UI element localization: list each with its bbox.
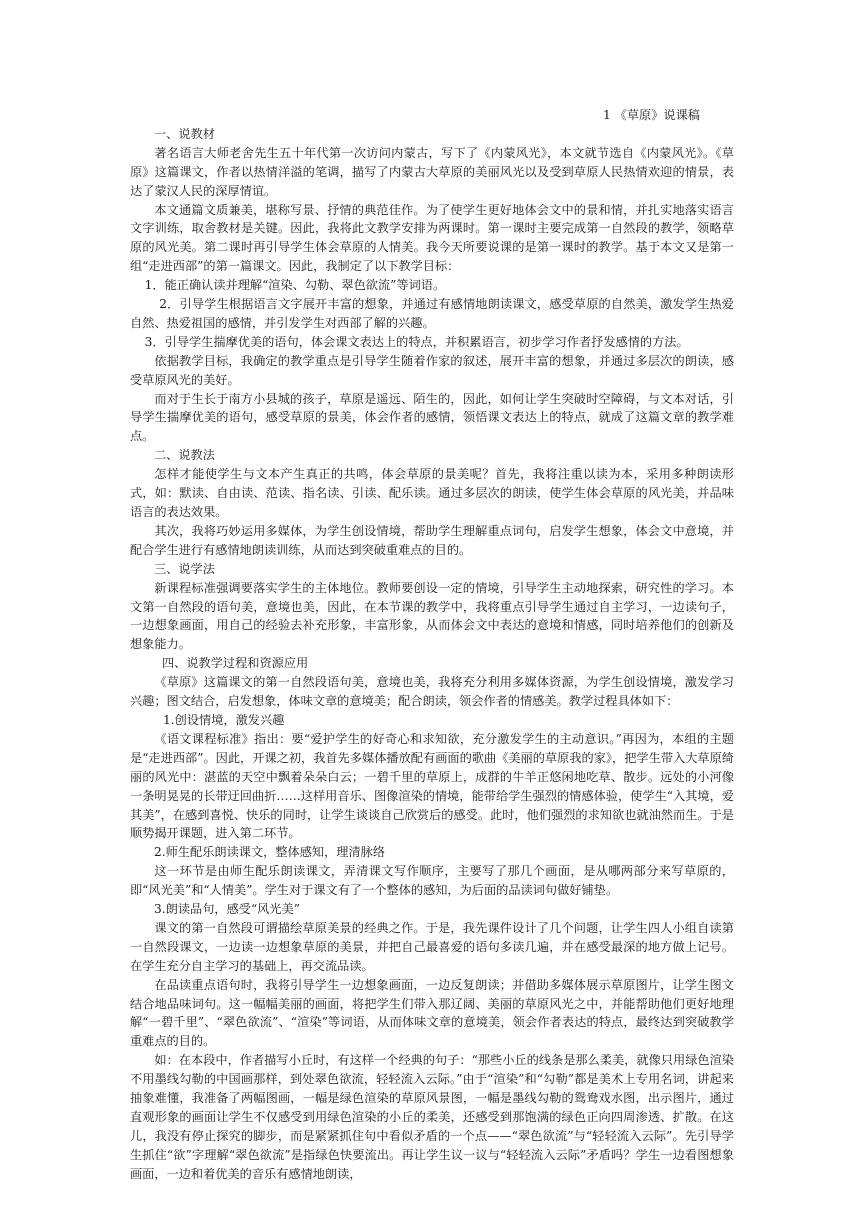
section-heading: 3.朗读品句，感受“风光美” <box>154 902 300 917</box>
paragraph: 《语文课程标准》指出：要“爱护学生的好奇心和求知欲，充分激发学生的主动意识。”再因为，本组的主题是“走进西部”。因此，开课之初，我首先多媒体播放配有画面的歌曲《美丽的草原我的家》，把学生带入大草原绮丽的风光中：湛蓝的天空中飘着朵朵白云；一碧千里的草原上，成群的牛羊正悠闲地吃草、散步。远处的小河像一条明晃晃的长带迂回曲折……这样用音乐、图像渲染的情境，能带给学生强烈的情感体验，使学生“入其境，爱其美”，在感到喜悦、快乐的同时，让学生谈谈自己欣赏后的感受。此时，他们强烈的求知欲也就油然而生。于是顺势揭开课题，进入第二环节。 <box>130 731 734 841</box>
paragraph: 其次，我将巧妙运用多媒体，为学生创设情境，帮助学生理解重点词句，启发学生想象，体会文中意境，并配合学生进行有感情地朗读训练，从而达到突破重难点的目的。 <box>130 523 734 557</box>
paragraph: 怎样才能使学生与文本产生真正的共鸣，体会草原的景美呢？首先，我将注重以读为本，采用多种朗读形式，如：默读、自由读、范读、指名读、引读、配乐读。通过多层次的朗读，使学生体会草原的风光美，并品味语言的表达效果。 <box>130 467 734 520</box>
paragraph: 在品读重点语句时，我将引导学生一边想象画面，一边反复朗读；并借助多媒体展示草原图片，让学生图文结合地品味词句。这一幅幅美丽的画面，将把学生们带入那辽阔、美丽的草原风光之中，并能帮助他们更好地理解“一碧千里”、“翠色欲流”、“渲染”等词语，从而体味文章的意境美，领会作者表达的特点，最终达到突破教学重难点的目的。 <box>130 977 734 1049</box>
step-heading: 1.创设情境，激发兴趣 <box>163 712 285 727</box>
paragraph: 本文通篇文质兼美，堪称写景、抒情的典范佳作。为了使学生更好地体会文中的景和情，并扎实地落实语言文字训练，取舍教材是关键。因此，我将此文教学安排为两课时。第一课时主要完成第一自然段的教学，领略草原的风光美。第二课时再引导学生体会草原的人情美。我今天所要说课的是第一课时的教学。基于本文又是第一组“走进西部”的第一篇课文。因此，我制定了以下教学目标： <box>130 202 734 274</box>
document-title: 1 《草原》说课稿 <box>603 108 700 122</box>
objective-item: 3．引导学生揣摩优美的语句，体会课文表达上的特点，并积累语言，初步学习作者抒发感情的方法。 <box>144 334 689 349</box>
paragraph: 课文的第一自然段可谓描绘草原美景的经典之作。于是，我先课件设计了几个问题，让学生四人小组自读第一自然段课文，一边读一边想象草原的美景，并把自己最喜爱的语句多读几遍，并在感受最深的地方做上记号。在学生充分自主学习的基础上，再交流品读。 <box>130 920 734 973</box>
objective-item: 1．能正确认读并理解“渲染、勾勒、翠色欲流”等词语。 <box>144 278 446 293</box>
section-heading: 二、说教法 <box>154 448 215 463</box>
document-page <box>130 106 734 1184</box>
document-body <box>130 125 734 1184</box>
paragraph: 著名语言大师老舍先生五十年代第一次访问内蒙古，写下了《内蒙风光》，本文就节选自《内蒙风光》。《草原》这篇课文，作者以热情洋溢的笔调，描写了内蒙古大草原的美丽风光以及受到草原人民热情欢迎的情景，表达了蒙汉人民的深厚情谊。 <box>130 145 734 198</box>
section-heading: 四、说教学过程和资源应用 <box>162 656 309 671</box>
section-heading: 2.师生配乐朗读课文，整体感知，理清脉络 <box>154 845 386 860</box>
paragraph: 《草原》这篇课文的第一自然段语句美，意境也美，我将充分利用多媒体资源，为学生创设情境，激发学习兴趣；图文结合，启发想象，体味文章的意境美；配合朗读，领会作者的情感美。教学过程具体如下： <box>130 675 734 709</box>
section-heading: 三、说学法 <box>154 561 215 576</box>
paragraph: 依据教学目标，我确定的教学重点是引导学生随着作家的叙述，展开丰富的想象，并通过多层次的朗读，感受草原风光的美好。 <box>130 353 734 387</box>
section-heading: 一、说教材 <box>154 126 215 141</box>
paragraph: 如：在本段中，作者描写小丘时，有这样一个经典的句子：“那些小丘的线条是那么柔美，就像只用绿色渲染不用墨线勾勒的中国画那样，到处翠色欲流，轻轻流入云际。”由于“渲染”和“勾勒”都是美术上专用名词，讲起来抽象难懂，我准备了两幅图画，一幅是绿色渲染的草原风景图，一幅是墨线勾勒的鸳鸯戏水图，出示图片，通过直观形象的画面让学生不仅感受到用绿色渲染的小丘的柔美，还感受到那饱满的绿色正向四周渗透、扩散。在这儿，我没有停止探究的脚步，而是紧紧抓住句中看似矛盾的一个点——“翠色欲流”与“轻轻流入云际”。先引导学生抓住“欲”字理解“翠色欲流”是指绿色快要流出。再让学生议一议与“轻轻流入云际”矛盾吗？学生一边看图想象画面，一边和着优美的音乐有感情地朗读， <box>130 1053 734 1181</box>
paragraph: 这一环节是由师生配乐朗读课文，弄清课文写作顺序，主要写了那几个画面，是从哪两部分来写草原的，即“风光美”和“人情美”。学生对于课文有了一个整体的感知，为后面的品读词句做好铺垫。 <box>130 864 734 898</box>
objective-item: 2．引导学生根据语言文字展开丰富的想象，并通过有感情地朗读课文，感受草原的自然美，激发学生热爱自然、热爱祖国的感情，并引发学生对西部了解的兴趣。 <box>130 297 734 330</box>
paragraph: 新课程标准强调要落实学生的主体地位。教师要创设一定的情境，引导学生主动地探索，研究性的学习。本文第一自然段的语句美，意境也美，因此，在本节课的教学中，我将重点引导学生通过自主学习，一边读句子，一边想象画面，用自己的经验去补充形象，丰富形象，从而体会文中表达的意境和情感，同时培养他们的创新及想象能力。 <box>130 580 734 652</box>
paragraph: 而对于生长于南方小县城的孩子，草原是遥远、陌生的，因此，如何让学生突破时空障碍，与文本对话，引导学生揣摩优美的语句，感受草原的景美，体会作者的感情，领悟课文表达上的特点，就成了这篇文章的教学难点。 <box>130 391 734 444</box>
